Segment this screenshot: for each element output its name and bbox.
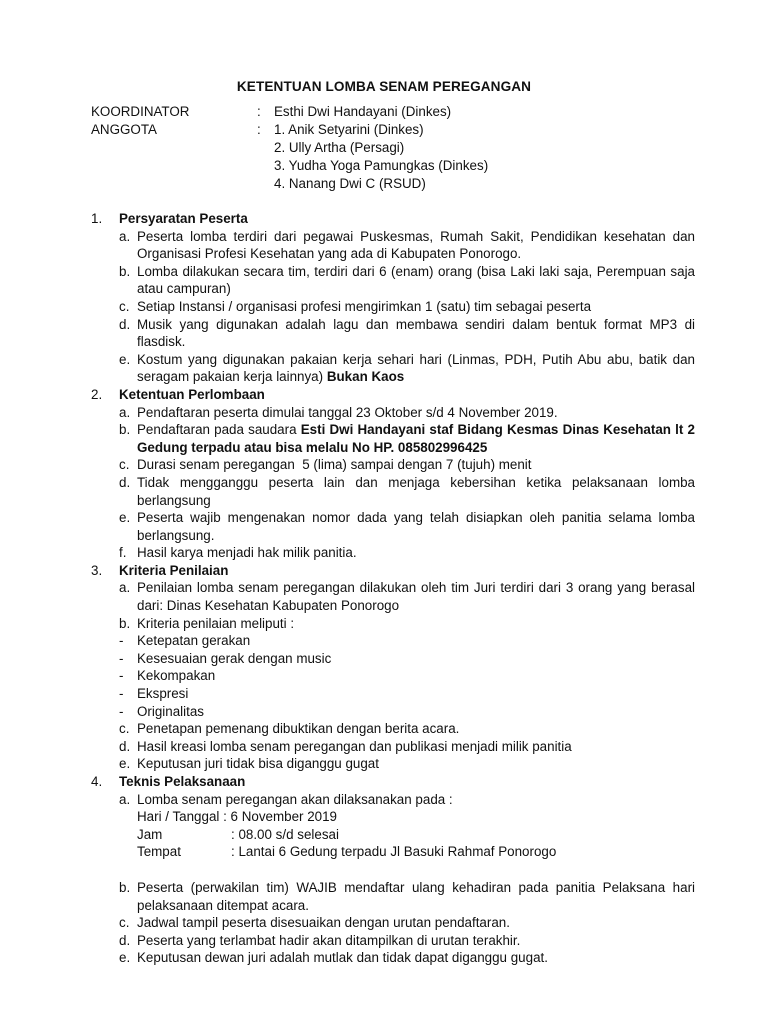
- koordinator-value: Esthi Dwi Handayani (Dinkes): [274, 104, 452, 119]
- item-marker: e.: [119, 756, 131, 772]
- item-text: Hasil kreasi lomba senam peregangan dan publikasi menjadi milik panitia: [137, 738, 572, 754]
- item-marker: b.: [119, 263, 131, 279]
- criteria-item: [119, 685, 695, 703]
- dash-marker: -: [119, 650, 124, 666]
- anggota-row: [91, 157, 691, 175]
- list-item: [119, 879, 695, 914]
- schedule-date-row: [137, 808, 695, 826]
- list-item: [119, 474, 695, 509]
- section-heading: [91, 773, 695, 791]
- item-marker: b.: [119, 879, 131, 895]
- item-marker: e.: [119, 510, 131, 526]
- item-text: Keputusan dewan juri adalah mutlak dan tidak dapat diganggu gugat.: [137, 950, 548, 966]
- list-item: [119, 351, 695, 386]
- anggota-colon: :: [257, 122, 261, 137]
- item-marker: c.: [119, 721, 130, 737]
- item-text: Keputusan juri tidak bisa diganggu gugat: [137, 756, 379, 772]
- list-item: [119, 738, 695, 756]
- criteria-item: [119, 703, 695, 721]
- list-item: [119, 615, 695, 633]
- document-title: KETENTUAN LOMBA SENAM PEREGANGAN: [236, 79, 532, 94]
- section-title: Ketentuan Perlombaan: [119, 386, 265, 402]
- schedule-date: Hari / Tanggal : 6 November 2019: [137, 809, 337, 825]
- anggota-row: [91, 175, 691, 193]
- list-item: [119, 949, 695, 967]
- item-text: Jadwal tampil peserta disesuaikan dengan urutan pendaftaran.: [137, 915, 510, 931]
- list-item: [119, 755, 695, 773]
- item-text-regular: Pendaftaran pada saudara: [137, 422, 297, 438]
- section-title: Persyaratan Peserta: [119, 211, 248, 226]
- list-item: [119, 456, 695, 474]
- item-marker: c.: [119, 915, 130, 931]
- item-marker: d.: [119, 316, 131, 332]
- anggota-member: 2. Ully Artha (Persagi): [274, 140, 405, 155]
- item-text: Lomba senam peregangan akan dilaksanakan pada :: [137, 791, 453, 807]
- item-text: Penetapan pemenang dibuktikan dengan berita acara.: [137, 721, 460, 737]
- item-marker: c.: [119, 457, 130, 473]
- anggota-member: 4. Nanang Dwi C (RSUD): [274, 176, 426, 191]
- item-text: [137, 351, 695, 386]
- schedule-place-label: Tempat: [137, 844, 181, 860]
- list-item: [119, 404, 695, 422]
- item-marker: e.: [119, 950, 131, 966]
- item-marker: d.: [119, 474, 131, 490]
- list-item: [119, 720, 695, 738]
- item-marker: b.: [119, 615, 131, 631]
- section-heading: [91, 210, 695, 228]
- dash-marker: -: [119, 668, 124, 684]
- item-marker: d.: [119, 738, 131, 754]
- item-text-bold: Bukan Kaos: [326, 369, 405, 385]
- item-text: [137, 421, 695, 456]
- section-title: Teknis Pelaksanaan: [119, 774, 246, 789]
- anggota-label: ANGGOTA: [91, 122, 157, 137]
- item-marker: c.: [119, 298, 130, 314]
- item-marker: a.: [119, 791, 131, 807]
- item-text: Hasil karya menjadi hak milik panitia.: [137, 545, 357, 561]
- criteria-item: [119, 650, 695, 668]
- koordinator-colon: :: [257, 104, 261, 119]
- item-text-bold: Esti Dwi Handayani staf Bidang Kesmas Dinas Kesehatan lt 2 Gedung terpadu atau bisa melalu No HP. 085802996425: [137, 422, 695, 455]
- list-item: [119, 544, 695, 562]
- list-item: [119, 298, 695, 316]
- item-text: Peserta (perwakilan tim) WAJIB mendaftar ulang kehadiran pada panitia Pelaksana hari pelaksanaan ditempat acara.: [137, 879, 695, 913]
- section-title: Kriteria Penilaian: [119, 562, 229, 578]
- koordinator-label: KOORDINATOR: [91, 104, 190, 119]
- criteria-text: Ketepatan gerakan: [137, 633, 251, 649]
- list-item: [119, 421, 695, 456]
- schedule-time-label: Jam: [137, 826, 163, 842]
- anggota-row: [91, 121, 691, 139]
- item-text: Kriteria penilaian meliputi :: [137, 615, 295, 631]
- list-item: [119, 263, 695, 298]
- section-number: 4.: [91, 774, 103, 789]
- list-item: [119, 932, 695, 950]
- schedule-place-row: [137, 843, 695, 861]
- item-marker: b.: [119, 422, 131, 438]
- item-text: Peserta lomba terdiri dari pegawai Puskesmas, Rumah Sakit, Pendidikan kesehatan dan Organisasi Profesi Kesehatan yang ada di Kabupaten Ponorogo.: [137, 228, 695, 262]
- anggota-member: 1. Anik Setyarini (Dinkes): [274, 122, 424, 137]
- anggota-member: 3. Yudha Yoga Pamungkas (Dinkes): [274, 158, 489, 173]
- item-text: Setiap Instansi / organisasi profesi mengirimkan 1 (satu) tim sebagai peserta: [137, 298, 592, 314]
- schedule-place-value: : Lantai 6 Gedung terpadu Jl Basuki Rahmaf Ponorogo: [231, 844, 557, 860]
- section-heading: [91, 386, 695, 404]
- item-text: Peserta yang terlambat hadir akan ditampilkan di urutan terakhir.: [137, 932, 521, 948]
- section-heading: [91, 562, 695, 580]
- list-item: [119, 228, 695, 263]
- criteria-text: Originalitas: [137, 703, 204, 719]
- list-item: [119, 579, 695, 614]
- item-marker: d.: [119, 932, 131, 948]
- dash-marker: -: [119, 703, 124, 719]
- list-item: [119, 316, 695, 351]
- list-item: [119, 791, 695, 809]
- section-number: 3.: [91, 562, 103, 578]
- item-marker: f.: [119, 545, 127, 561]
- section-persyaratan-peserta: [91, 210, 695, 967]
- item-marker: e.: [119, 351, 131, 367]
- spacer: [91, 861, 695, 879]
- item-text: Durasi senam peregangan 5 (lima) sampai dengan 7 (tujuh) menit: [137, 457, 532, 473]
- criteria-text: Kesesuaian gerak dengan music: [137, 650, 332, 666]
- schedule-block: [137, 808, 695, 861]
- schedule-time-row: [137, 826, 695, 844]
- list-item: [119, 509, 695, 544]
- anggota-row: [91, 139, 691, 157]
- dash-marker: -: [119, 686, 124, 702]
- section-number: 1.: [91, 211, 103, 226]
- item-marker: a.: [119, 404, 131, 420]
- list-item: [119, 914, 695, 932]
- item-marker: a.: [119, 580, 131, 596]
- item-marker: a.: [119, 228, 131, 244]
- item-text: Lomba dilakukan secara tim, terdiri dari 6 (enam) orang (bisa Laki laki saja, Perempuan saja atau campuran): [137, 263, 695, 297]
- criteria-item: [119, 667, 695, 685]
- item-text: Tidak mengganggu peserta lain dan menjaga kebersihan ketika pelaksanaan lomba berlangsung: [137, 474, 695, 508]
- item-text: Musik yang digunakan adalah lagu dan membawa sendiri dalam bentuk format MP3 di flasdisk.: [137, 316, 695, 350]
- item-text: Penilaian lomba senam peregangan dilakukan oleh tim Juri terdiri dari 3 orang yang berasal dari: Dinas Kesehatan Kabupaten Ponorogo: [137, 580, 695, 614]
- dash-marker: -: [119, 633, 124, 649]
- item-text: Pendaftaran peserta dimulai tanggal 23 Oktober s/d 4 November 2019.: [137, 404, 558, 420]
- criteria-text: Ekspresi: [137, 686, 189, 702]
- criteria-text: Kekompakan: [137, 668, 216, 684]
- section-number: 2.: [91, 386, 103, 402]
- committee-block: [91, 103, 691, 193]
- schedule-time-value: : 08.00 s/d selesai: [231, 826, 339, 842]
- koordinator-row: [91, 103, 691, 121]
- item-text: Peserta wajib mengenakan nomor dada yang telah disiapkan oleh panitia selama lomba berlangsung.: [137, 510, 695, 543]
- item-text-regular: Kostum yang digunakan pakaian kerja sehari hari (Linmas, PDH, Putih Abu abu, batik dan seragam pakaian kerja lainnya): [137, 351, 695, 385]
- criteria-item: [119, 632, 695, 650]
